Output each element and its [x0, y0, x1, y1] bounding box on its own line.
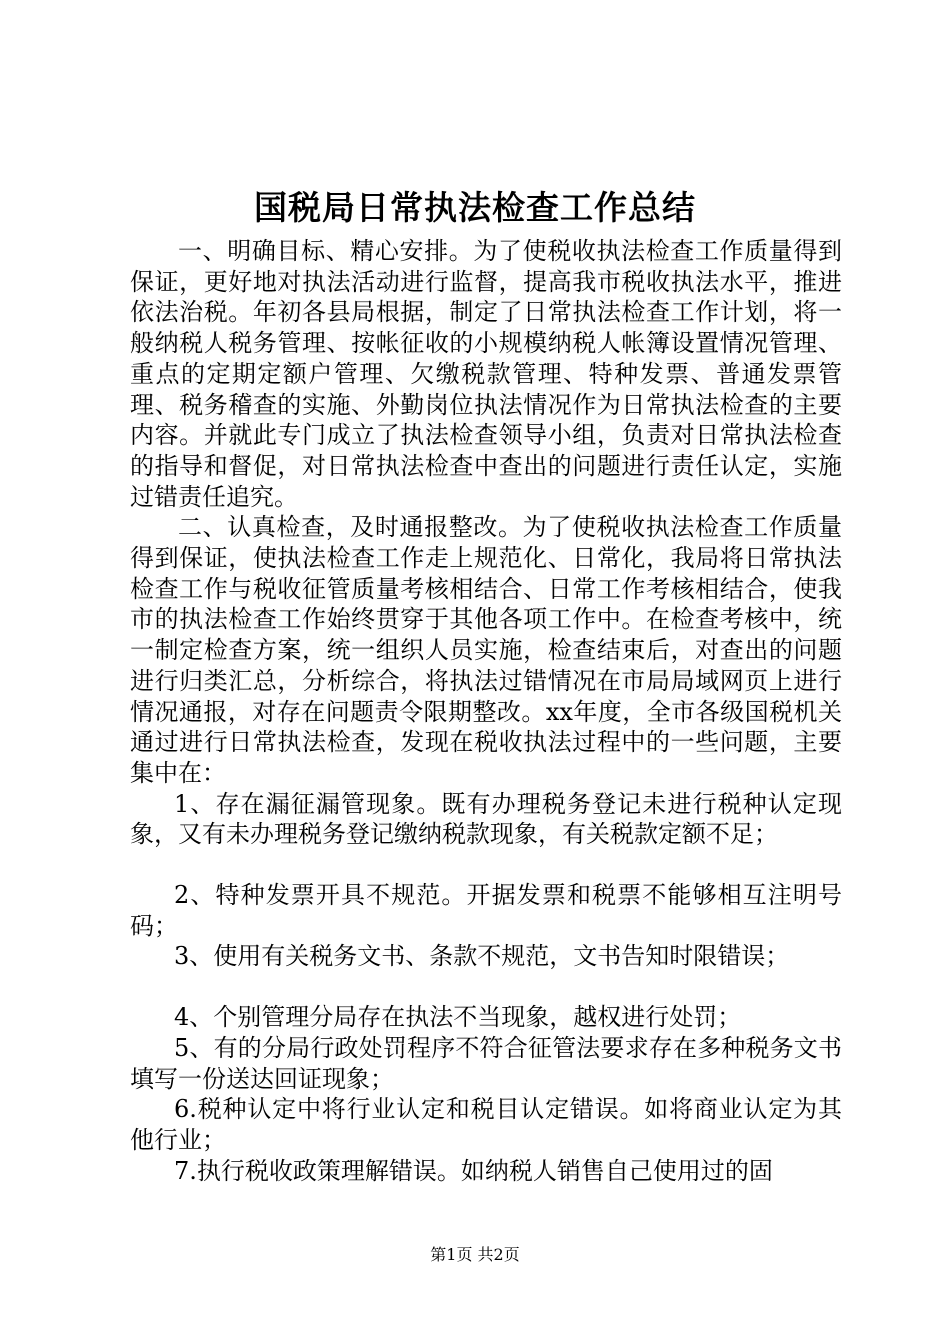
paragraph-2: 二、认真检查，及时通报整改。为了使税收执法检查工作质量得到保证，使执法检查工作走上规范化、日常化，我局将日常执法检查工作与税收征管质量考核相结合、日常工作考核相结合，使我市的执法检查工作始终贯穿于其他各项工作中。在检查考核中，统一制定检查方案，统一组织人员实施，检查结束后，对查出的问题进行归类汇总，分析综合，将执法过错情况在市局局域网页上进行情况通报，对存在问题责令限期整改。xx年度，全市各级国税机关通过进行日常执法检查，发现在税收执法过程中的一些问题，主要集中在：	[130, 513, 842, 787]
list-item-7: 7.执行税收政策理解错误。如纳税人销售自己使用过的固	[174, 1156, 773, 1185]
page-footer: 第1页 共2页	[430, 1245, 520, 1264]
list-item-5: 5、有的分局行政处罚程序不符合征管法要求存在多种税务文书填写一份送达回证现象；	[130, 1033, 842, 1093]
blank-line	[130, 972, 842, 1002]
list-item-4: 4、个别管理分局存在执法不当现象，越权进行处罚；	[174, 1003, 742, 1032]
document-title: 国税局日常执法检查工作总结	[254, 188, 696, 227]
paragraph-1: 一、明确目标、精心安排。为了使税收执法检查工作质量得到保证，更好地对执法活动进行监督，提高我市税收执法水平，推进依法治税。年初各县局根据，制定了日常执法检查工作计划，将一般纳税人税务管理、按帐征收的小规模纳税人帐簿设置情况管理、重点的定期定额户管理、欠缴税款管理、特种发票、普通发票管理、税务稽查的实施、外勤岗位执法情况作为日常执法检查的主要内容。并就此专门成立了执法检查领导小组，负责对日常执法检查的指导和督促，对日常执法检查中查出的问题进行责任认定，实施过错责任追究。	[130, 237, 842, 511]
document-body	[130, 236, 842, 1186]
blank-line	[130, 850, 842, 880]
list-item-3: 3、使用有关税务文书、条款不规范，文书告知时限错误；	[174, 942, 790, 971]
list-item-2: 2、特种发票开具不规范。开据发票和税票不能够相互注明号码；	[130, 881, 842, 940]
list-item-1: 1、存在漏征漏管现象。既有办理税务登记未进行税种认定现象，又有未办理税务登记缴纳税款现象，有关税款定额不足；	[130, 789, 842, 849]
list-item-6: 6.税种认定中将行业认定和税目认定错误。如将商业认定为其他行业；	[130, 1095, 842, 1154]
